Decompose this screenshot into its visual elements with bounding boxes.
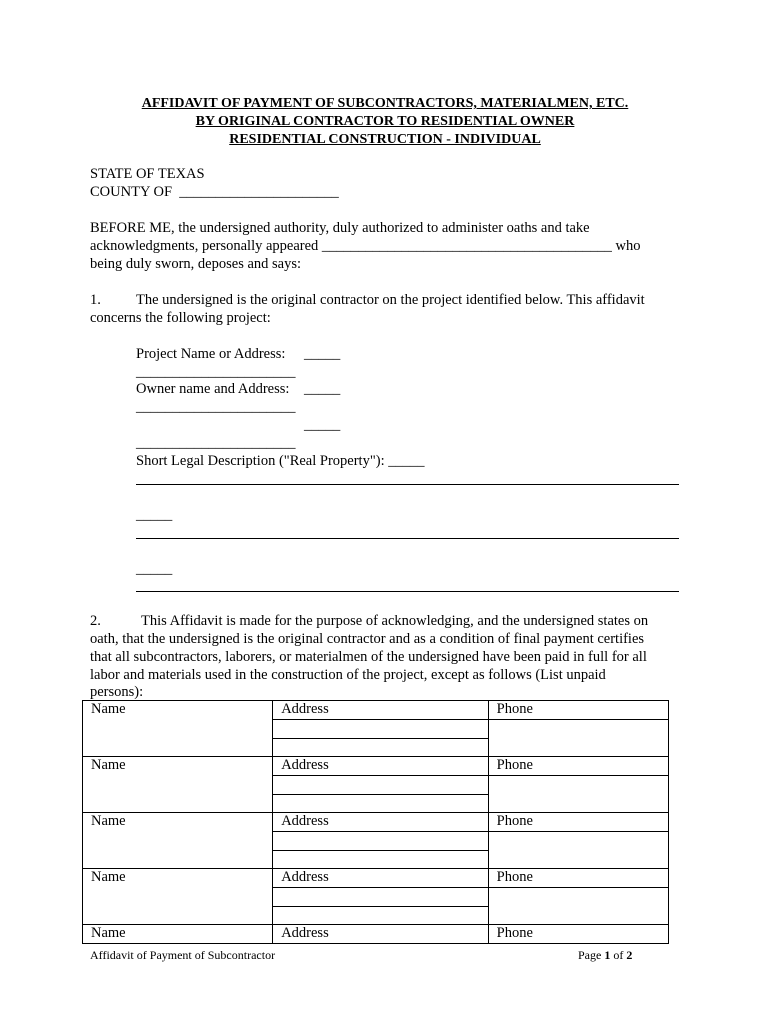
- legal-description-line-3[interactable]: [136, 591, 679, 592]
- section-1-line-1: The undersigned is the original contractor on the project identified below. This affidavit: [136, 292, 645, 308]
- legal-description-text: Short Legal Description ("Real Property"):: [136, 453, 385, 469]
- section-2-line-4: labor and materials used in the construction of the project, except as follows (List unpaid: [90, 667, 606, 683]
- section-1-line-2: concerns the following project:: [90, 310, 271, 326]
- phone-blank-cell[interactable]: [488, 832, 668, 869]
- section-2-line-3: that all subcontractors, laborers, or materialmen of the undersigned have been paid in full for all: [90, 649, 647, 665]
- address-cell[interactable]: Address: [273, 701, 488, 720]
- legal-blank-short-2[interactable]: _____: [136, 507, 173, 523]
- phone-blank-cell[interactable]: [488, 720, 668, 757]
- address-cell[interactable]: Address: [273, 813, 488, 832]
- unpaid-persons-table: [82, 700, 669, 944]
- address-cell[interactable]: Address: [273, 869, 488, 888]
- county-line: [90, 184, 339, 201]
- page-current: 1: [604, 948, 611, 962]
- project-name-label: Project Name or Address:: [136, 346, 286, 362]
- intro-appeared-label: acknowledgments, personally appeared: [90, 238, 319, 254]
- table-row: [83, 869, 669, 888]
- section-2-line-2: oath, that the undersigned is the original contractor and as a condition of final payment certifies: [90, 631, 645, 647]
- owner-blank-long-2[interactable]: ______________________: [136, 435, 296, 451]
- county-blank[interactable]: ______________________: [179, 184, 339, 200]
- address-line-2-cell[interactable]: [273, 888, 488, 907]
- title-line-1: AFFIDAVIT OF PAYMENT OF SUBCONTRACTORS, MATERIALMEN, ETC.: [141, 96, 629, 111]
- address-cell[interactable]: Address: [273, 757, 488, 776]
- affiant-name-blank[interactable]: ________________________________________: [321, 238, 612, 254]
- title-line-2: BY ORIGINAL CONTRACTOR TO RESIDENTIAL OWNER: [195, 114, 575, 129]
- project-name-blank-short[interactable]: _____: [304, 346, 341, 362]
- address-line-2-cell[interactable]: [273, 832, 488, 851]
- page-number: [578, 948, 632, 963]
- table-row: [83, 701, 669, 720]
- legal-description-line-1[interactable]: [136, 484, 679, 485]
- phone-blank-cell[interactable]: [488, 776, 668, 813]
- address-line-2-cell[interactable]: [273, 720, 488, 739]
- owner-blank-short-2[interactable]: _____: [304, 417, 341, 433]
- project-name-blank-long[interactable]: ______________________: [136, 364, 296, 380]
- intro-line-3: being duly sworn, deposes and says:: [90, 256, 302, 272]
- page-label: Page: [578, 948, 602, 962]
- intro-line-1: BEFORE ME, the undersigned authority, duly authorized to administer oaths and take: [90, 220, 590, 236]
- owner-blank-short[interactable]: _____: [304, 381, 341, 397]
- page-total: 2: [626, 948, 633, 962]
- legal-description-line-2[interactable]: [136, 538, 679, 539]
- address-line-3-cell[interactable]: [273, 739, 488, 757]
- address-line-3-cell[interactable]: [273, 907, 488, 925]
- name-cell[interactable]: Name: [83, 813, 273, 869]
- section-2-number: 2.: [90, 613, 101, 629]
- name-cell[interactable]: Name: [83, 925, 273, 944]
- county-label: COUNTY OF: [90, 184, 173, 200]
- phone-cell[interactable]: Phone: [488, 757, 668, 776]
- intro-who: who: [615, 238, 641, 254]
- address-line-3-cell[interactable]: [273, 851, 488, 869]
- section-2-line-1: This Affidavit is made for the purpose of acknowledging, and the undersigned states on: [141, 613, 649, 629]
- legal-description-blank-short[interactable]: _____: [388, 453, 425, 469]
- phone-cell[interactable]: Phone: [488, 813, 668, 832]
- address-line-3-cell[interactable]: [273, 795, 488, 813]
- phone-cell[interactable]: Phone: [488, 925, 668, 944]
- owner-blank-long-1[interactable]: ______________________: [136, 399, 296, 415]
- address-cell[interactable]: Address: [273, 925, 488, 944]
- phone-blank-cell[interactable]: [488, 888, 668, 925]
- table-row: [83, 757, 669, 776]
- legal-blank-short-3[interactable]: _____: [136, 561, 173, 577]
- section-2-line-5: persons):: [90, 684, 144, 700]
- legal-description-label: [136, 453, 425, 470]
- phone-cell[interactable]: Phone: [488, 869, 668, 888]
- state-label: STATE OF TEXAS: [90, 166, 205, 182]
- name-cell[interactable]: Name: [83, 869, 273, 925]
- intro-line-2: [90, 238, 641, 255]
- owner-label: Owner name and Address:: [136, 381, 290, 397]
- page-of: of: [613, 948, 624, 962]
- title-line-3: RESIDENTIAL CONSTRUCTION - INDIVIDUAL: [229, 132, 541, 147]
- address-line-2-cell[interactable]: [273, 776, 488, 795]
- table-row: [83, 813, 669, 832]
- name-cell[interactable]: Name: [83, 701, 273, 757]
- table-row: [83, 925, 669, 944]
- name-cell[interactable]: Name: [83, 757, 273, 813]
- footer-title: Affidavit of Payment of Subcontractor: [90, 948, 276, 962]
- phone-cell[interactable]: Phone: [488, 701, 668, 720]
- section-1-number: 1.: [90, 292, 101, 308]
